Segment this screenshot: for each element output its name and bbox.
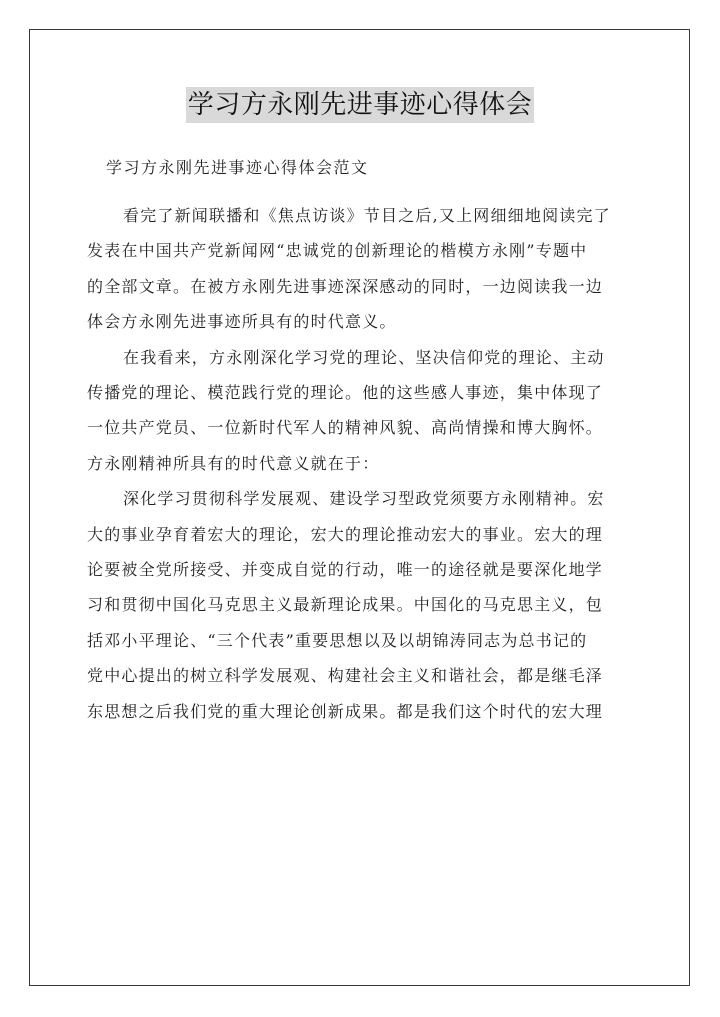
text-line: 党中心提出的树立科学发展观、构建社会主义和谐社会，都是继毛泽 xyxy=(87,666,604,686)
text-line: 在我看来，方永刚深化学习党的理论、坚决信仰党的理论、主动 xyxy=(123,347,605,367)
text-line: 论要被全党所接受、并变成自觉的行动，唯一的途径就是要深化地学 xyxy=(87,560,604,580)
text-line: 方永刚精神所具有的时代意义就在于： xyxy=(87,453,380,473)
text-line: 一位共产党员、一位新时代军人的精神风貌、高尚情操和博大胸怀。 xyxy=(87,418,604,438)
text-line: 深化学习贯彻科学发展观、建设学习型政党须要方永刚精神。宏 xyxy=(123,489,605,509)
text-line: 传播党的理论、模范践行党的理论。他的这些感人事迹，集中体现了 xyxy=(87,383,604,403)
text-line: 东思想之后我们党的重大理论创新成果。都是我们这个时代的宏大理 xyxy=(87,701,604,721)
text-line: 看完了新闻联播和《焦点访谈》节目之后,又上网细细地阅读完了 xyxy=(123,206,611,225)
text-line: 大的事业孕育着宏大的理论，宏大的理论推动宏大的事业。宏大的理 xyxy=(87,524,604,544)
document-title: 学习方永刚先进事迹心得体会 xyxy=(186,87,535,123)
title-container xyxy=(0,87,720,123)
document-subtitle: 学习方永刚先进事迹心得体会范文 xyxy=(106,158,369,177)
text-line: 习和贯彻中国化马克思主义最新理论成果。中国化的马克思主义，包 xyxy=(87,595,604,615)
text-line: 发表在中国共产党新闻网“忠诚党的创新理论的楷模方永刚”专题中 xyxy=(87,241,588,261)
body-text xyxy=(87,198,633,729)
text-line: 的全部文章。在被方永刚先进事迹深深感动的同时，一边阅读我一边 xyxy=(87,276,604,296)
text-line: 体会方永刚先进事迹所具有的时代意义。 xyxy=(87,312,397,332)
text-line: 括邓小平理论、“三个代表”重要思想以及以胡锦涛同志为总书记的 xyxy=(87,630,588,650)
